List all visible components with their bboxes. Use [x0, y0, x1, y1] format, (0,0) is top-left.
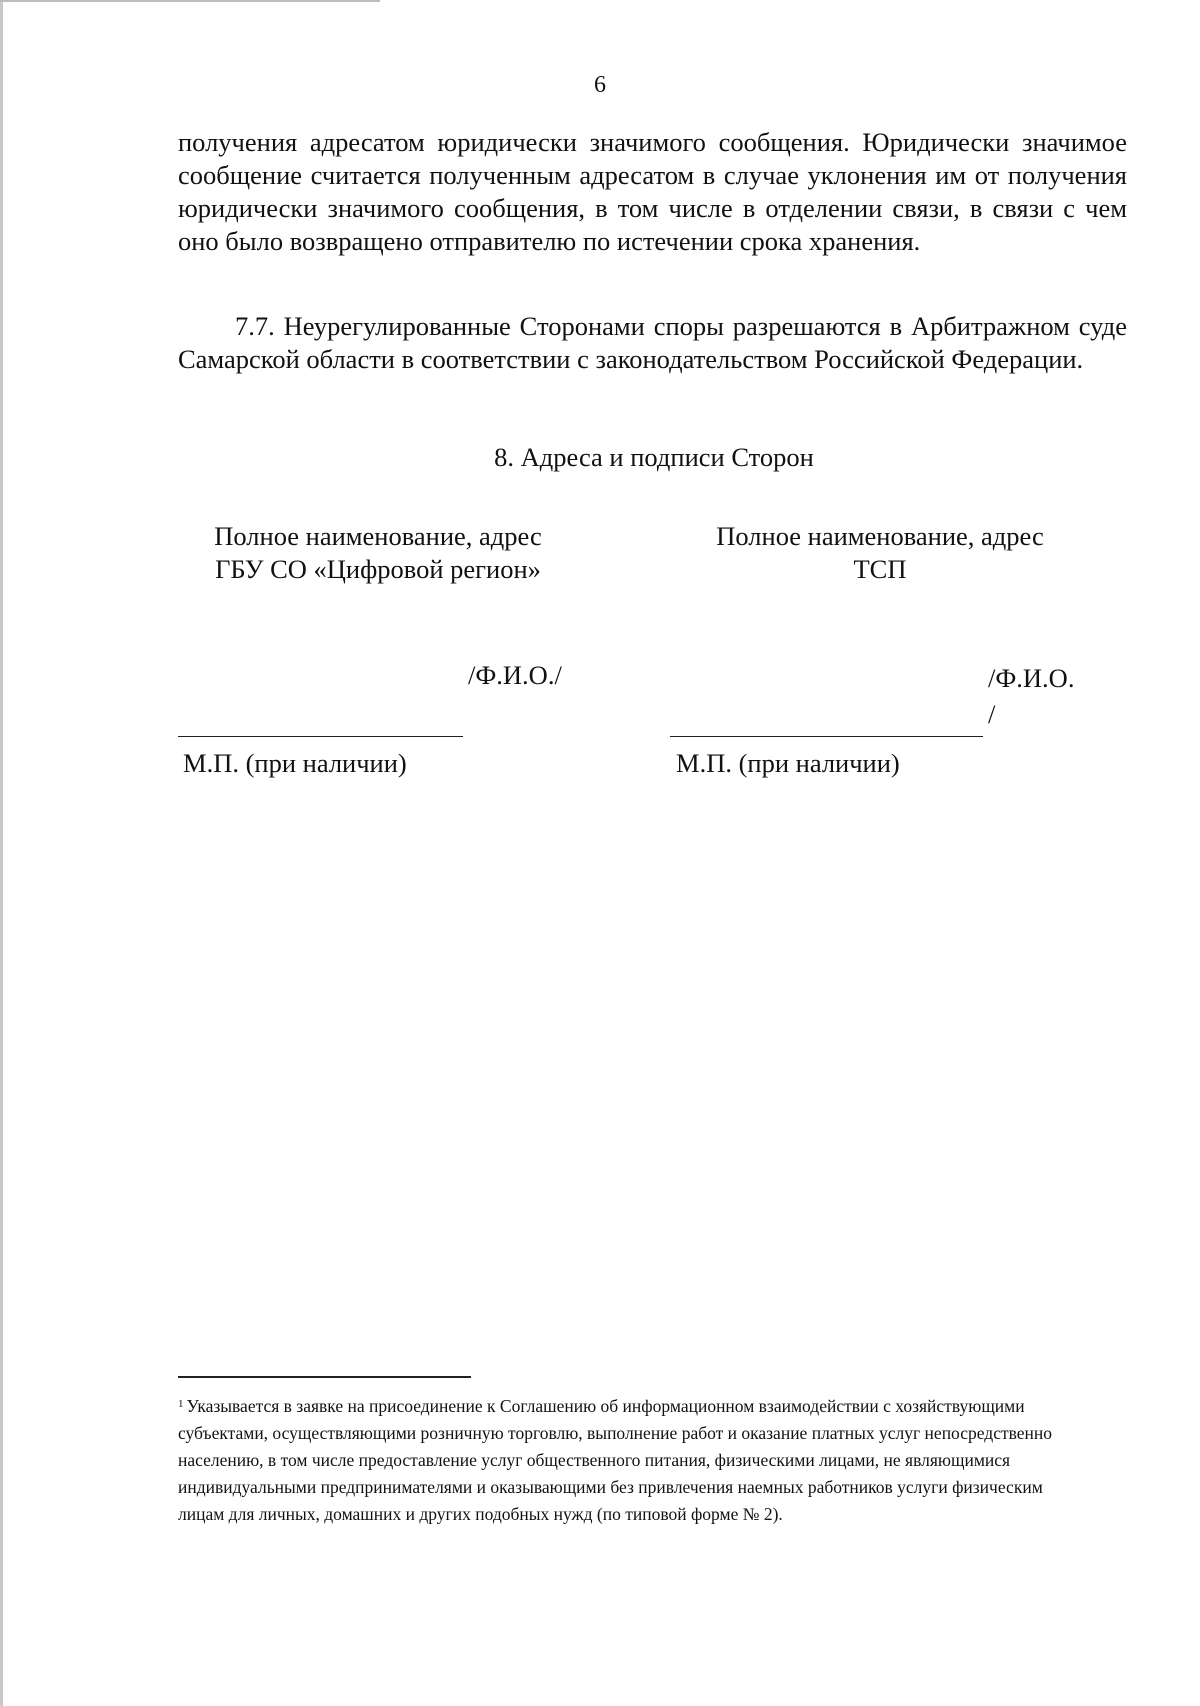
party-right-organization: ТСП [853, 554, 907, 584]
stamp-label-right: М.П. (при наличии) [676, 748, 900, 778]
party-right-fio [988, 660, 1074, 732]
party-left-organization: ГБУ СО «Цифровой регион» [215, 554, 541, 584]
signature-line-left [178, 736, 463, 737]
stamp-label-left: М.П. (при наличии) [183, 748, 407, 778]
section-title: 8. Адреса и подписи Сторон [494, 442, 814, 472]
footnote [178, 1393, 1058, 1528]
page-number: 6 [594, 72, 606, 98]
scan-left-edge [0, 0, 3, 1706]
party-right-fio-line1: /Ф.И.О. [988, 663, 1075, 693]
scan-top-edge [0, 0, 380, 2]
footnote-text: Указывается в заявке на присоединение к Соглашению об информационном взаимодействии с хозяйствующими субъектами, осуществляющими розничную торговлю, выполнение работ и оказание платных услуг непосредственно населению, в том числе предоставление услуг общественного питания, физическими лицами, не являющимися индивидуальными предпринимателями и оказывающими без привлечения наемных работников услуги физическим лицам для личных, домашних и других подобных нужд (по типовой форме № 2). [178, 1396, 1053, 1524]
party-left-block [168, 520, 588, 586]
party-right-fio-line2: / [988, 699, 996, 729]
paragraph-clause-7-7: 7.7. Неурегулированные Сторонами споры разрешаются в Арбитражном суде Самарской области в соответствии с законодательством Российской Федерации. [178, 311, 1127, 374]
party-right-name-label: Полное наименование, адрес [716, 521, 1044, 551]
party-left-name-label: Полное наименование, адрес [214, 521, 542, 551]
signature-line-right [670, 736, 983, 737]
footnote-marker: 1 [178, 1398, 184, 1410]
party-right-block [690, 520, 1070, 586]
paragraph-continuation: получения адресатом юридически значимого сообщения. Юридически значимое сообщение считается полученным адресатом в случае уклонения им от получения юридически значимого сообщения, в том числе в отделении связи, в связи с чем оно было возвращено отправителю по истечении срока хранения. [178, 127, 1127, 256]
party-left-fio: /Ф.И.О./ [468, 660, 562, 690]
footnote-separator [178, 1376, 471, 1378]
